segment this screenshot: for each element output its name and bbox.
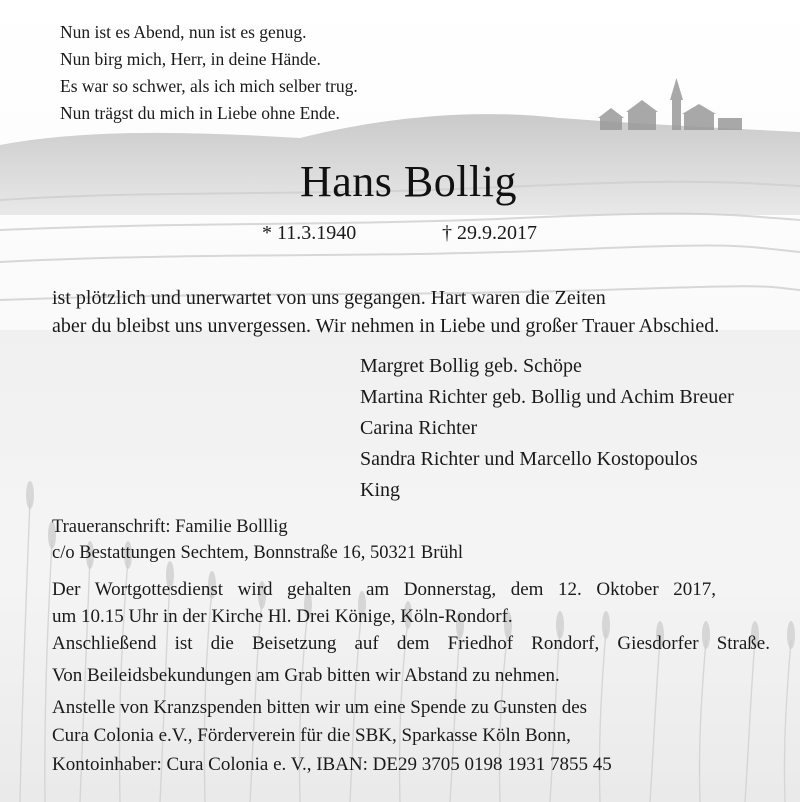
service-line: Der Wortgottesdienst wird gehalten am Donnerstag, dem 12. Oktober 2017, xyxy=(52,579,716,600)
mourner-name: King xyxy=(360,479,400,501)
service-line: um 10.15 Uhr in der Kirche Hl. Drei Könige, Köln-Rondorf. xyxy=(52,606,513,627)
service-line: Anstelle von Kranzspenden bitten wir um eine Spende zu Gunsten des xyxy=(52,697,588,718)
deceased-name: Hans Bollig xyxy=(300,157,517,206)
address-line: Traueranschrift: Familie Bolllig xyxy=(52,517,288,537)
death-date: † 29.9.2017 xyxy=(442,222,537,244)
service-line: Kontoinhaber: Cura Colonia e. V., IBAN: DE29 3705 0198 1931 7855 45 xyxy=(52,754,612,775)
poem-line: Es war so schwer, als ich mich selber trug. xyxy=(60,76,358,96)
message-line: ist plötzlich und unerwartet von uns gegangen. Hart waren die Zeiten xyxy=(52,287,606,309)
service-line: Anschließend ist die Beisetzung auf dem Friedhof Rondorf, Giesdorfer Straße. xyxy=(52,633,770,654)
mourner-name: Carina Richter xyxy=(360,417,478,439)
mourner-name: Martina Richter geb. Bollig und Achim Breuer xyxy=(360,386,734,408)
message-line: aber du bleibst uns unvergessen. Wir nehmen in Liebe und großer Trauer Abschied. xyxy=(52,315,720,337)
service-line: Cura Colonia e.V., Förderverein für die SBK, Sparkasse Köln Bonn, xyxy=(52,725,571,746)
service-line: Von Beileidsbekundungen am Grab bitten wir Abstand zu nehmen. xyxy=(52,665,560,686)
poem-line: Nun trägst du mich in Liebe ohne Ende. xyxy=(60,103,340,123)
mourner-name: Margret Bollig geb. Schöpe xyxy=(360,355,582,377)
mourner-name: Sandra Richter und Marcello Kostopoulos xyxy=(360,448,698,470)
birth-date: * 11.3.1940 xyxy=(262,222,357,244)
address-line: c/o Bestattungen Sechtem, Bonnstraße 16, 50321 Brühl xyxy=(52,543,464,563)
poem-line: Nun birg mich, Herr, in deine Hände. xyxy=(60,49,321,69)
poem-line: Nun ist es Abend, nun ist es genug. xyxy=(60,22,307,42)
